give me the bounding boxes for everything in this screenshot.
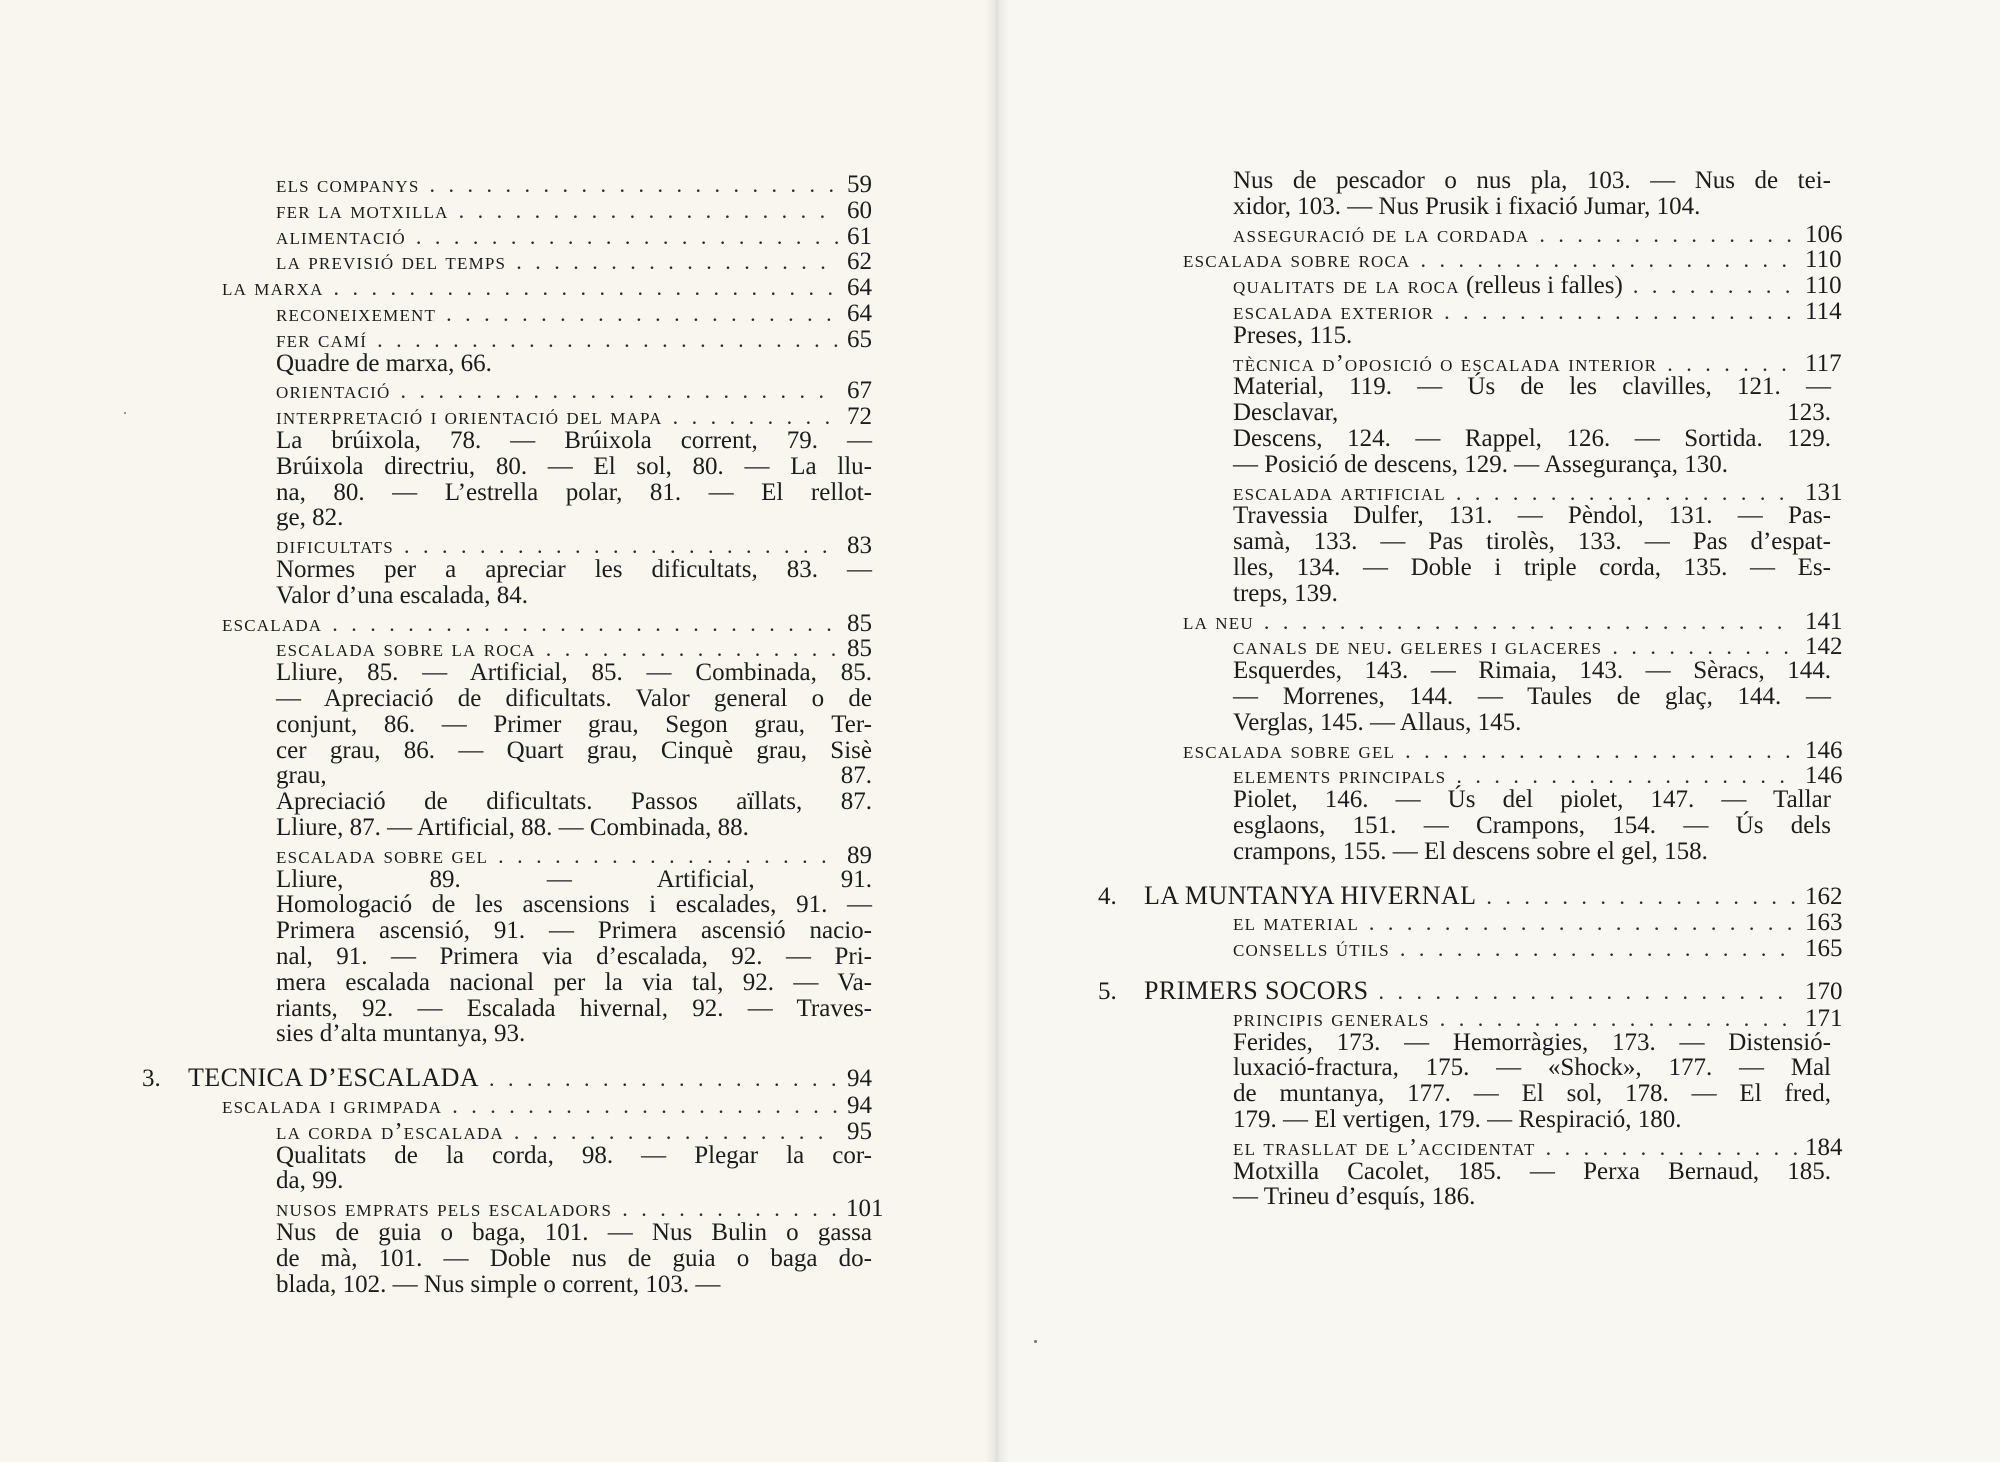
page-number: 95: [847, 1117, 872, 1145]
page-number: 117: [1805, 349, 1842, 377]
dot-leader: [1456, 482, 1797, 504]
page-number: 61: [847, 222, 872, 250]
page-number: 101: [846, 1195, 884, 1223]
page-number: 146: [1805, 762, 1843, 790]
toc-body-text-line: Piolet, 146. — Ús del piolet, 147. — Tallar: [1233, 786, 1831, 814]
chapter-number: 4.: [1098, 882, 1117, 910]
dot-leader: [1405, 740, 1797, 762]
toc-body-text-line: blada, 102. — Nus simple o corrent, 103. —: [276, 1270, 721, 1298]
dot-leader: [1667, 353, 1797, 375]
dot-leader: [516, 251, 838, 273]
subsection-title: canals de neu. geleres i glaceres: [1233, 634, 1603, 661]
toc-body-text-line: Verglas, 145. — Allaus, 145.: [1233, 708, 1522, 736]
toc-section-entry: [1183, 736, 1843, 764]
subsection-title: escalada exterior: [1233, 299, 1435, 325]
toc-body-text-line: Brúixola directriu, 80. — El sol, 80. — La llu-: [276, 452, 872, 480]
dot-leader: [1539, 224, 1797, 246]
toc-subsection-entry: [1233, 220, 1843, 248]
page-number: 62: [847, 248, 872, 276]
toc-body-text-line: Primera ascensió, 91. — Primera ascensió nacio-: [276, 917, 872, 945]
dot-leader: [1486, 886, 1797, 908]
toc-subsection-entry: [276, 1195, 884, 1223]
toc-subsection-entry: [276, 1119, 872, 1144]
toc-body-text-line: riants, 92. — Escalada hivernal, 92. — Traves-: [276, 994, 872, 1022]
toc-body-text-line: La brúixola, 78. — Brúixola corrent, 79. —: [276, 427, 872, 454]
section-title: la neu: [1183, 608, 1254, 635]
page-number: 163: [1805, 909, 1843, 937]
toc-body-text-line: samà, 133. — Pas tirolès, 133. — Pas d’espat-: [1233, 528, 1831, 556]
toc-body-text-line: Lliure, 89. — Artificial, 91.: [276, 865, 872, 893]
page-number: 171: [1805, 1004, 1843, 1032]
toc-body-text-line: xidor, 103. — Nus Prusik i fixació Jumar, 104.: [1233, 192, 1701, 220]
dot-leader: [1400, 938, 1797, 960]
subsection-title: la corda d’escalada: [276, 1118, 504, 1145]
dot-leader: [1264, 611, 1797, 633]
dot-leader: [1369, 912, 1797, 934]
toc-body-text-line: nal, 91. — Primera via d’escalada, 92. — Pri-: [276, 943, 872, 970]
toc-subsection-entry: [1233, 762, 1843, 790]
toc-body-text-line: — Morrenes, 144. — Taules de glaç, 144. —: [1233, 683, 1831, 710]
page-number: 59: [847, 171, 872, 198]
subsection-title: asseguració de la cordada: [1233, 221, 1530, 248]
toc-subsection-entry: [1233, 349, 1842, 377]
left-page: [0, 0, 995, 1462]
toc-body-text-line: Qualitats de la corda, 98. — Plegar la cor-: [276, 1141, 872, 1169]
toc-body-text-line: Nus de guia o baga, 101. — Nus Bulin o gassa: [276, 1219, 872, 1246]
subsection-title: consells útils: [1233, 936, 1390, 963]
subsection-title: interpretació i orientació del mapa: [276, 404, 663, 431]
toc-body-text-line: treps, 139.: [1233, 579, 1338, 607]
toc-subsection-entry: [276, 249, 872, 274]
dot-leader: [1546, 1137, 1797, 1159]
section-title: escalada i grimpada: [222, 1093, 443, 1119]
page-number: 64: [847, 300, 872, 327]
page-number: 83: [847, 532, 872, 560]
book-gutter: [985, 0, 1009, 1462]
dot-leader: [459, 200, 838, 222]
toc-body-text-line: Desclavar, 123.: [1233, 399, 1831, 427]
toc-body-text-line: Valor d’una escalada, 84.: [276, 581, 528, 609]
toc-body-text-line: Travessia Dulfer, 131. — Pèndol, 131. — Pas-: [1233, 502, 1831, 530]
toc-body-text-line: — Trineu d’esquís, 186.: [1233, 1183, 1476, 1211]
page-number: 142: [1805, 633, 1843, 661]
dot-leader: [622, 1198, 838, 1220]
page-number: 72: [847, 403, 872, 431]
dot-leader: [452, 1095, 838, 1117]
toc-body-text-line: Lliure, 85. — Artificial, 85. — Combinada, 85.: [276, 659, 872, 687]
dot-leader: [1440, 1008, 1797, 1030]
toc-section-entry: [1183, 246, 1842, 274]
page-number: 114: [1805, 298, 1842, 325]
dot-leader: [489, 1068, 838, 1090]
toc-subsection-entry: [276, 843, 872, 868]
section-title: escalada sobre gel: [1183, 737, 1396, 764]
toc-subsection-entry: [1233, 1004, 1843, 1032]
dot-leader: [1633, 275, 1797, 297]
dot-leader: [416, 226, 838, 248]
toc-subsection-entry: [1233, 272, 1842, 300]
paper-speck: [1034, 1340, 1037, 1343]
page-number: 170: [1805, 978, 1843, 1005]
toc-body-text-line: sies d’alta muntanya, 93.: [276, 1020, 526, 1048]
subsection-title: principis generals: [1233, 1005, 1430, 1032]
page-number: 141: [1805, 607, 1843, 635]
page-number: 85: [847, 609, 872, 637]
toc-body-text-line: crampons, 155. — El descens sobre el gel, 158.: [1233, 837, 1708, 865]
toc-body-text-line: de muntanya, 177. — El sol, 178. — El fred,: [1233, 1080, 1831, 1108]
toc-body-text-line: conjunt, 86. — Primer grau, Segon grau, Ter-: [276, 710, 872, 738]
subsection-title: tècnica d’oposició o escalada interior: [1233, 350, 1658, 377]
toc-body-text-line: Esquerdes, 143. — Rimaia, 143. — Sèracs, 144.: [1233, 657, 1831, 685]
toc-subsection-entry: [1233, 298, 1842, 325]
dot-leader: [401, 380, 838, 402]
dot-leader: [1421, 249, 1798, 271]
subsection-title-suffix: (relleus i falles): [1459, 272, 1623, 300]
toc-body-text-line: Lliure, 87. — Artificial, 88. — Combinada, 88.: [276, 814, 749, 841]
dot-leader: [1612, 636, 1797, 658]
page-number: 67: [847, 377, 872, 405]
toc-body-text-line: Material, 119. — Ús de les clavilles, 121. —: [1233, 373, 1831, 401]
toc-subsection-entry: [1233, 478, 1843, 506]
toc-subsection-entry: [1233, 935, 1843, 963]
subsection-title: orientació: [276, 378, 391, 405]
subsection-title: fer la motxilla: [276, 197, 449, 224]
dot-leader: [377, 329, 838, 351]
chapter-title: PRIMERS SOCORS: [1144, 976, 1369, 1005]
page-number: 146: [1805, 736, 1843, 764]
toc-section-entry: [222, 1093, 872, 1118]
page-number: 131: [1805, 478, 1843, 506]
toc-chapter-entry: [1144, 976, 1843, 1005]
subsection-title: el material: [1233, 910, 1359, 937]
subsection-title: escalada sobre gel: [276, 842, 489, 869]
toc-body-text-line: luxació-fractura, 175. — «Shock», 177. — Mal: [1233, 1054, 1831, 1082]
chapter-number: 5.: [1098, 978, 1117, 1005]
dot-leader: [446, 303, 838, 325]
toc-section-entry: [1183, 607, 1843, 635]
page-number: 110: [1805, 272, 1842, 300]
dot-leader: [332, 613, 838, 635]
dot-leader: [514, 1121, 838, 1143]
toc-body-text-line: Preses, 115.: [1233, 321, 1353, 349]
toc-body-text-line: Normes per a apreciar les dificultats, 83. —: [276, 556, 872, 583]
page-number: 165: [1805, 935, 1843, 963]
toc-subsection-entry: [276, 533, 872, 558]
toc-subsection-entry: [276, 198, 872, 223]
toc-subsection-entry: [276, 301, 872, 326]
page-number: 110: [1805, 246, 1842, 274]
toc-body-text-line: ge, 82.: [276, 504, 344, 532]
toc-body-text-line: da, 99.: [276, 1167, 344, 1195]
toc-section-entry: [222, 275, 872, 300]
section-title: la marxa: [222, 275, 324, 302]
dot-leader: [334, 277, 838, 299]
toc-body-text-line: mera escalada nacional per la via tal, 92. — Va-: [276, 968, 872, 996]
toc-chapter-entry: [1144, 880, 1843, 910]
dot-leader: [1456, 765, 1797, 787]
toc-subsection-entry: [276, 172, 872, 197]
toc-body-text-line: — Posició de descens, 129. — Assegurança, 130.: [1233, 450, 1729, 478]
toc-subsection-entry: [1233, 633, 1843, 661]
toc-subsection-entry: [276, 224, 872, 249]
dot-leader: [430, 174, 838, 196]
subsection-title: escalada artificial: [1233, 479, 1446, 506]
toc-body-text-line: Descens, 124. — Rappel, 126. — Sortida. 129.: [1233, 425, 1831, 452]
subsection-title: dificultats: [276, 533, 394, 560]
toc-body-text-line: Apreciació de dificultats. Passos aïllats, 87.: [276, 788, 872, 816]
toc-body-text-line: — Apreciació de dificultats. Valor general o de: [276, 685, 872, 712]
toc-subsection-entry: [1233, 909, 1843, 937]
subsection-title: escalada sobre la roca: [276, 636, 536, 663]
dot-leader: [546, 638, 838, 660]
page-number: 85: [847, 635, 872, 663]
paper-speck: [124, 412, 126, 414]
chapter-title: LA MUNTANYA HIVERNAL: [1144, 880, 1477, 910]
page-number: 94: [847, 1092, 872, 1119]
toc-body-text-line: 179. — El vertigen, 179. — Respiració, 180.: [1233, 1106, 1682, 1133]
chapter-number: 3.: [142, 1065, 161, 1093]
right-toc-column: [995, 0, 2000, 1462]
toc-body-text-line: cer grau, 86. — Quart grau, Cinquè grau, Sisè: [276, 736, 872, 764]
subsection-title: el trasllat de l’accidentat: [1233, 1134, 1536, 1161]
toc-body-text-line: na, 80. — L’estrella polar, 81. — El rellot-: [276, 478, 872, 506]
toc-body-text-line: Quadre de marxa, 66.: [276, 349, 492, 377]
page-number: 94: [847, 1065, 872, 1093]
toc-subsection-entry: [276, 327, 872, 352]
dot-leader: [1444, 301, 1797, 323]
dot-leader: [498, 845, 838, 867]
section-title: escalada: [222, 610, 323, 637]
subsection-title: els companys: [276, 172, 420, 198]
page-number: 64: [847, 274, 872, 302]
toc-body-text-line: Motxilla Cacolet, 185. — Perxa Bernaud, 185.: [1233, 1157, 1831, 1185]
toc-subsection-entry: [276, 378, 872, 403]
toc-body-text-line: grau, 87.: [276, 762, 872, 790]
page-number: 60: [847, 196, 872, 224]
toc-section-entry: [222, 611, 872, 636]
page-number: 65: [847, 325, 872, 353]
toc-subsection-entry: [1233, 1133, 1843, 1161]
subsection-title: fer camí: [276, 326, 368, 353]
toc-body-text-line: Ferides, 173. — Hemorràgies, 173. — Distensió-: [1233, 1028, 1831, 1056]
toc-body-text-line: Nus de pescador o nus pla, 103. — Nus de tei-: [1233, 167, 1831, 194]
toc-subsection-entry: [276, 636, 872, 661]
toc-body-text-line: de mà, 101. — Doble nus de guia o baga do-: [276, 1244, 872, 1272]
section-title: escalada sobre roca: [1183, 247, 1411, 274]
dot-leader: [673, 406, 838, 428]
subsection-title: alimentació: [276, 223, 406, 250]
subsection-title: qualitats de la roca: [1233, 273, 1460, 300]
subsection-title: nusos emprats pels escaladors: [276, 1196, 613, 1223]
toc-body-text-line: esglaons, 151. — Crampons, 154. — Ús dels: [1233, 812, 1831, 839]
subsection-title: reconeixement: [276, 301, 437, 327]
dot-leader: [1379, 981, 1797, 1003]
right-page: [995, 0, 2000, 1462]
chapter-title: TECNICA D’ESCALADA: [188, 1063, 480, 1093]
toc-chapter-entry: [188, 1065, 872, 1091]
toc-body-text-line: Homologació de les ascensions i escalades, 91. —: [276, 891, 872, 919]
page-number: 184: [1805, 1133, 1843, 1161]
page-number: 89: [847, 841, 872, 869]
toc-body-text-line: lles, 134. — Doble i triple corda, 135. — Es-: [1233, 554, 1831, 581]
page-number: 106: [1805, 220, 1843, 248]
left-toc-column: [0, 0, 995, 1462]
subsection-title: la previsió del temps: [276, 249, 507, 276]
toc-subsection-entry: [276, 404, 872, 429]
dot-leader: [404, 535, 838, 557]
page-number: 162: [1805, 882, 1843, 910]
subsection-title: elements principals: [1233, 763, 1447, 790]
